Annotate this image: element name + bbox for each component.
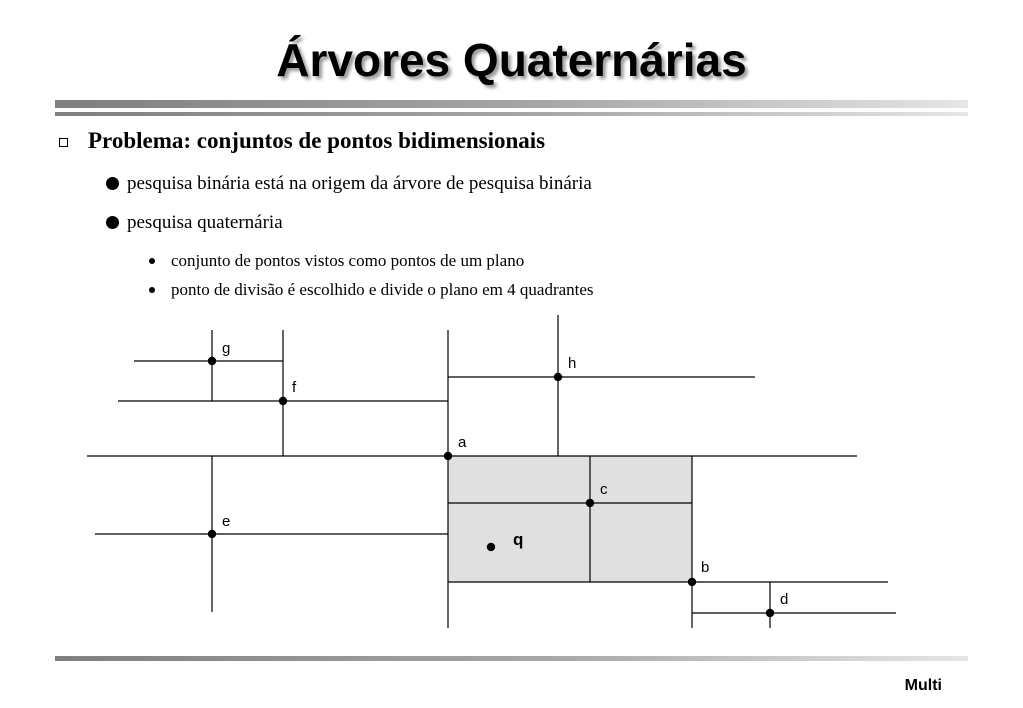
- query-region: [448, 456, 692, 582]
- footer-rule: [55, 656, 968, 661]
- point-label-d: d: [780, 591, 789, 608]
- point-c: [586, 499, 594, 507]
- sub-bullet-plane-points: conjunto de pontos vistos como pontos de um plano: [171, 251, 525, 270]
- slide-title: Árvores Quaternárias: [276, 34, 747, 86]
- bullet-binary-search: pesquisa binária está na origem da árvore de pesquisa binária: [127, 173, 592, 194]
- point-f: [279, 397, 287, 405]
- point-label-c: c: [600, 481, 608, 498]
- point-label-b: b: [701, 559, 710, 576]
- sub-bullet-split-point: ponto de divisão é escolhido e divide o plano em 4 quadrantes: [171, 280, 594, 299]
- footer-label: Multi: [904, 677, 942, 694]
- point-label-g: g: [222, 340, 231, 357]
- point-label-f: f: [292, 379, 297, 396]
- point-label-e: e: [222, 513, 231, 530]
- point-label-a: a: [458, 434, 467, 451]
- point-e: [208, 530, 216, 538]
- bullet-quaternary-search: pesquisa quaternária: [127, 212, 283, 233]
- point-label-h: h: [568, 355, 577, 372]
- point-label-q: q: [513, 530, 524, 549]
- point-d: [766, 609, 774, 617]
- point-q: [487, 543, 495, 551]
- point-b: [688, 578, 696, 586]
- slide-heading: Problema: conjuntos de pontos bidimensionais: [88, 128, 546, 153]
- point-h: [554, 373, 562, 381]
- point-a: [444, 452, 452, 460]
- point-g: [208, 357, 216, 365]
